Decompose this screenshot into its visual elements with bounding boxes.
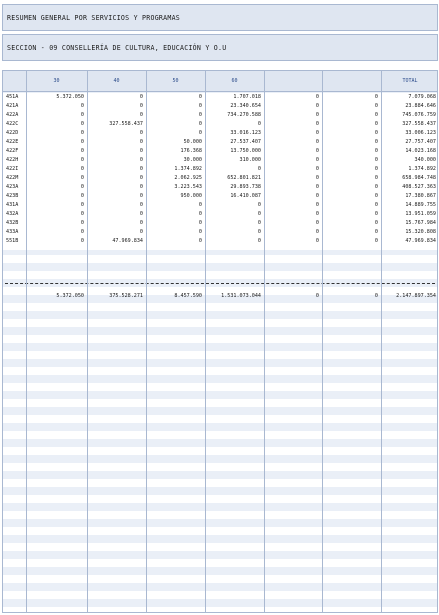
amount-cell: 0	[198, 238, 202, 244]
amount-cell: 0	[139, 166, 143, 172]
amount-cell: 0	[198, 103, 202, 109]
amount-cell: 0	[198, 211, 202, 217]
column-divider	[146, 71, 147, 612]
table-row	[3, 228, 437, 237]
amount-cell: 0	[315, 193, 319, 199]
amount-cell: 0	[198, 112, 202, 118]
amount-cell: 658.984.748	[402, 175, 436, 181]
amount-cell: 1.374.892	[174, 166, 202, 172]
amount-cell: 1.707.018	[233, 94, 261, 100]
amount-cell: 734.270.588	[227, 112, 261, 118]
column-divider	[26, 71, 27, 612]
amount-cell: 0	[198, 229, 202, 235]
amount-cell: 408.527.363	[402, 184, 436, 190]
table-row	[3, 210, 437, 219]
program-code	[6, 292, 26, 301]
column-divider	[322, 71, 323, 612]
amount-cell: 0	[257, 121, 261, 127]
totals-row	[3, 292, 437, 301]
amount-cell: 0	[374, 293, 378, 299]
program-code: 433A	[6, 229, 19, 235]
amount-cell: 3.223.543	[174, 184, 202, 190]
amount-cell: 327.558.437	[402, 121, 436, 127]
amount-cell: 27.757.407	[405, 139, 436, 145]
amount-cell: 0	[80, 211, 84, 217]
program-code: 422D	[6, 130, 19, 136]
report-page	[2, 2, 438, 613]
amount-cell: 0	[139, 148, 143, 154]
column-divider	[381, 71, 382, 612]
amount-cell: 0	[139, 139, 143, 145]
amount-cell: 0	[139, 94, 143, 100]
program-code: 422M	[6, 175, 19, 181]
amount-cell: 0	[139, 193, 143, 199]
table-row	[3, 201, 437, 210]
program-code: 422I	[6, 166, 19, 172]
table-row	[3, 93, 437, 102]
amount-cell: 0	[315, 121, 319, 127]
amount-cell: 0	[374, 220, 378, 226]
amount-cell: 0	[80, 184, 84, 190]
amount-cell: 0	[80, 238, 84, 244]
report-title: RESUMEN GENERAL POR SERVICIOS Y PROGRAMAS	[7, 13, 181, 22]
section-title-box	[2, 34, 438, 61]
column-header	[322, 71, 381, 91]
amount-cell: 0	[257, 202, 261, 208]
amount-cell: 50.000	[183, 139, 202, 145]
report-title-box	[2, 4, 438, 31]
amount-cell: 0	[80, 166, 84, 172]
amount-cell: 176.368	[180, 148, 202, 154]
amount-cell: 0	[139, 112, 143, 118]
amount-cell: 0	[198, 202, 202, 208]
amount-cell: 0	[80, 157, 84, 163]
amount-cell: 7.079.068	[408, 94, 436, 100]
column-header: 60	[231, 78, 238, 84]
program-code: 422E	[6, 139, 19, 145]
amount-cell: 0	[374, 202, 378, 208]
amount-cell: 0	[374, 238, 378, 244]
program-code: 432A	[6, 211, 19, 217]
program-code: 423A	[6, 184, 19, 190]
amount-cell: 0	[374, 157, 378, 163]
amount-cell: 0	[374, 94, 378, 100]
amount-cell: 0	[374, 193, 378, 199]
amount-cell: 0	[315, 184, 319, 190]
amount-cell: 30.000	[183, 157, 202, 163]
amount-cell: 15.767.984	[405, 220, 436, 226]
amount-cell: 327.558.437	[109, 121, 143, 127]
program-code: 422A	[6, 112, 19, 118]
table-row	[3, 147, 437, 156]
amount-cell: 0	[257, 238, 261, 244]
amount-cell: 0	[315, 130, 319, 136]
table-row	[3, 165, 437, 174]
amount-cell: 0	[198, 121, 202, 127]
amount-cell: 0	[257, 211, 261, 217]
amount-cell: 0	[80, 112, 84, 118]
program-code: 423B	[6, 193, 19, 199]
amount-cell: 15.320.808	[405, 229, 436, 235]
amount-cell: 0	[80, 103, 84, 109]
amount-cell: 0	[315, 139, 319, 145]
amount-cell: 340.000	[414, 157, 436, 163]
amount-cell: 0	[139, 157, 143, 163]
amount-cell: 0	[139, 211, 143, 217]
column-header: 40	[113, 78, 120, 84]
amount-cell: 27.537.407	[230, 139, 261, 145]
amount-cell: 0	[80, 121, 84, 127]
table-row	[3, 111, 437, 120]
amount-cell: 47.969.834	[405, 238, 436, 244]
table-row	[3, 183, 437, 192]
amount-cell: 0	[139, 184, 143, 190]
program-code: 422F	[6, 148, 19, 154]
column-divider	[264, 71, 265, 612]
amount-cell: 2.147.897.354	[396, 293, 436, 299]
table-row	[3, 192, 437, 201]
amount-cell: 0	[374, 166, 378, 172]
table-body	[3, 93, 437, 250]
amount-cell: 16.410.087	[230, 193, 261, 199]
amount-cell: 8.457.590	[174, 293, 202, 299]
amount-cell: 0	[315, 112, 319, 118]
table-row	[3, 156, 437, 165]
table-row	[3, 129, 437, 138]
amount-cell: 0	[80, 202, 84, 208]
column-divider	[87, 71, 88, 612]
amount-cell: 0	[315, 238, 319, 244]
amount-cell: 0	[374, 148, 378, 154]
column-header: 50	[172, 78, 179, 84]
table-row	[3, 174, 437, 183]
amount-cell: 0	[315, 220, 319, 226]
amount-cell: 652.801.821	[227, 175, 261, 181]
amount-cell: 0	[80, 229, 84, 235]
amount-cell: 0	[198, 220, 202, 226]
amount-cell: 0	[80, 175, 84, 181]
amount-cell: 745.076.759	[402, 112, 436, 118]
amount-cell: 29.893.738	[230, 184, 261, 190]
amount-cell: 0	[139, 202, 143, 208]
amount-cell: 375.528.271	[109, 293, 143, 299]
column-divider	[205, 71, 206, 612]
table-row	[3, 219, 437, 228]
table-header-row	[3, 71, 437, 92]
amount-cell: 0	[139, 103, 143, 109]
amount-cell: 0	[315, 229, 319, 235]
amount-cell: 47.969.834	[112, 238, 143, 244]
amount-cell: 0	[374, 229, 378, 235]
column-header	[3, 71, 26, 91]
amount-cell: 0	[80, 220, 84, 226]
table-row	[3, 237, 437, 246]
amount-cell: 0	[315, 293, 319, 299]
budget-table	[2, 70, 438, 613]
column-header: TOTAL	[402, 78, 418, 84]
amount-cell: 0	[374, 103, 378, 109]
amount-cell: 0	[315, 157, 319, 163]
amount-cell: 0	[139, 130, 143, 136]
amount-cell: 0	[374, 130, 378, 136]
section-title: SECCION - 09 CONSELLERÍA DE CULTURA, EDUCACIÓN Y O.U	[7, 43, 227, 52]
program-code: 451A	[6, 94, 19, 100]
amount-cell: 310.000	[239, 157, 261, 163]
amount-cell: 13.750.000	[230, 148, 261, 154]
program-code: 551B	[6, 238, 19, 244]
program-code: 422C	[6, 121, 19, 127]
amount-cell: 23.884.646	[405, 103, 436, 109]
amount-cell: 0	[80, 130, 84, 136]
amount-cell: 0	[374, 121, 378, 127]
amount-cell: 0	[315, 175, 319, 181]
amount-cell: 0	[315, 103, 319, 109]
amount-cell: 1.374.892	[408, 166, 436, 172]
amount-cell: 2.062.925	[174, 175, 202, 181]
program-code: 432B	[6, 220, 19, 226]
amount-cell: 0	[315, 211, 319, 217]
amount-cell: 0	[374, 112, 378, 118]
program-code: 422H	[6, 157, 19, 163]
table-row	[3, 120, 437, 129]
amount-cell: 1.531.073.044	[221, 293, 261, 299]
amount-cell: 0	[374, 184, 378, 190]
amount-cell: 23.340.654	[230, 103, 261, 109]
amount-cell: 0	[374, 139, 378, 145]
column-header: 30	[53, 78, 60, 84]
amount-cell: 0	[198, 130, 202, 136]
amount-cell: 0	[315, 202, 319, 208]
amount-cell: 17.380.867	[405, 193, 436, 199]
amount-cell: 0	[374, 211, 378, 217]
amount-cell: 0	[374, 175, 378, 181]
amount-cell: 0	[257, 229, 261, 235]
amount-cell: 0	[315, 94, 319, 100]
amount-cell: 0	[80, 139, 84, 145]
table-row	[3, 138, 437, 147]
table-row	[3, 102, 437, 111]
amount-cell: 0	[315, 148, 319, 154]
column-header	[264, 71, 322, 91]
program-code: 431A	[6, 202, 19, 208]
amount-cell: 14.889.755	[405, 202, 436, 208]
amount-cell: 14.023.168	[405, 148, 436, 154]
amount-cell: 0	[139, 220, 143, 226]
program-code: 421A	[6, 103, 19, 109]
amount-cell: 0	[80, 148, 84, 154]
amount-cell: 0	[315, 166, 319, 172]
amount-cell: 0	[198, 94, 202, 100]
amount-cell: 5.372.050	[56, 94, 84, 100]
amount-cell: 950.000	[180, 193, 202, 199]
amount-cell: 33.006.123	[405, 130, 436, 136]
amount-cell: 0	[139, 229, 143, 235]
amount-cell: 0	[80, 193, 84, 199]
amount-cell: 0	[257, 220, 261, 226]
totals-separator	[5, 283, 435, 284]
amount-cell: 5.372.050	[56, 293, 84, 299]
amount-cell: 13.951.059	[405, 211, 436, 217]
amount-cell: 0	[139, 175, 143, 181]
amount-cell: 33.016.123	[230, 130, 261, 136]
amount-cell: 0	[257, 166, 261, 172]
